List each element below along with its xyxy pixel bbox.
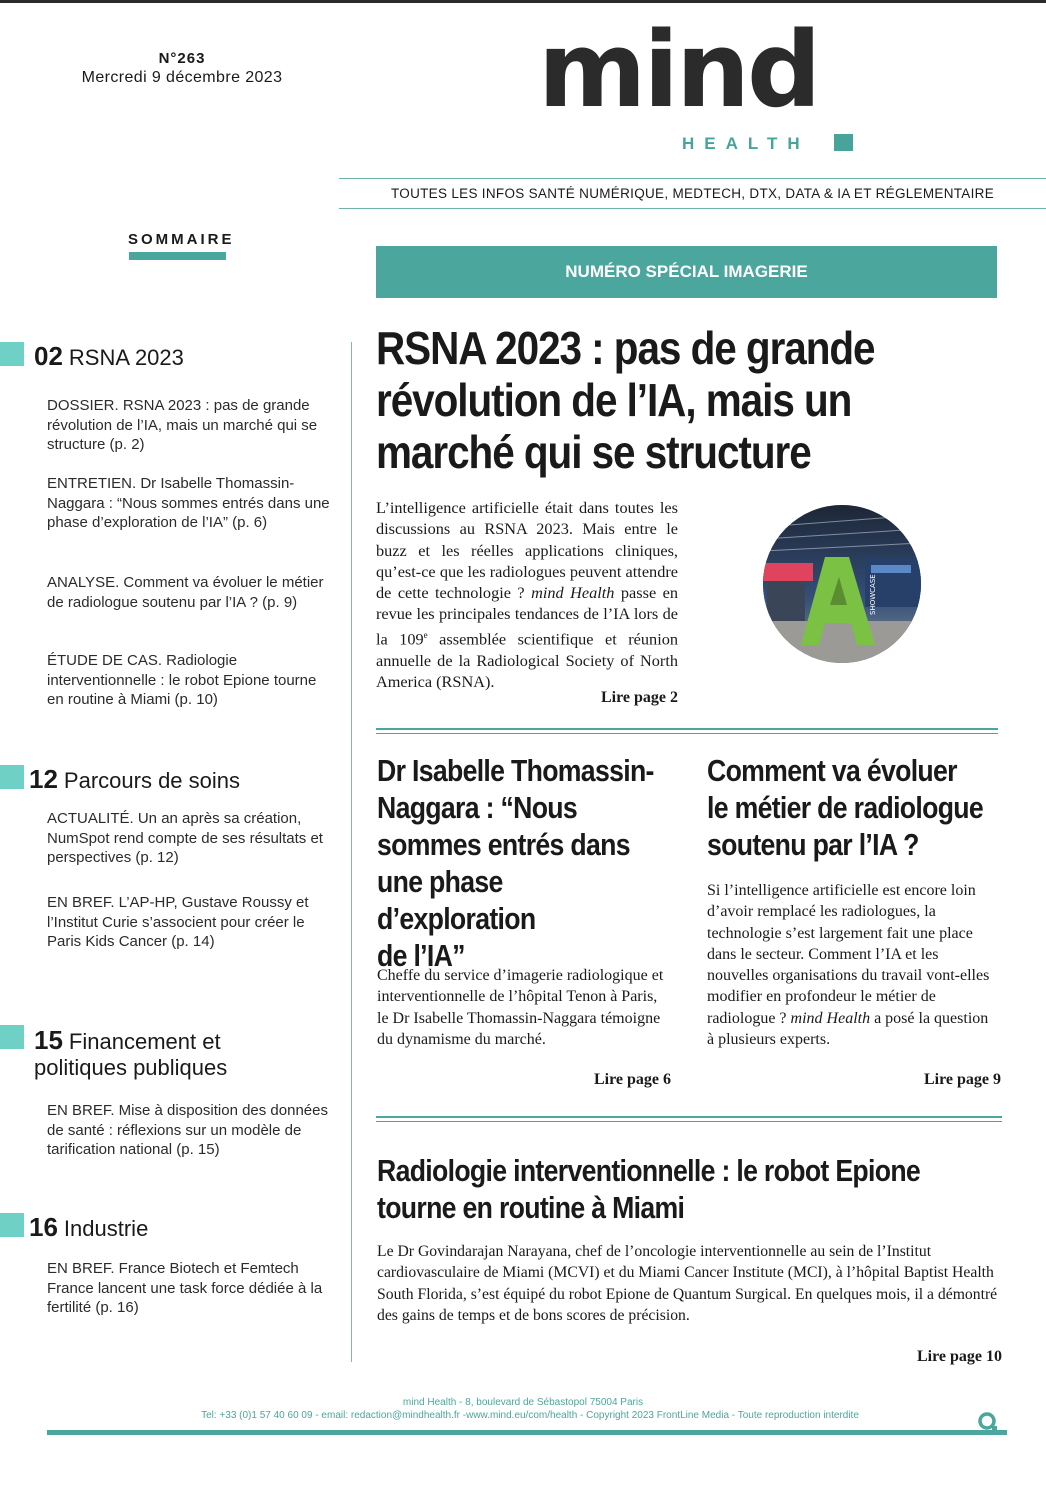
logo-square-icon [834, 134, 853, 151]
section-heading-industrie [29, 1214, 148, 1242]
logo-subtitle: HEALTH [682, 134, 810, 153]
case-study-title-line: tourne en routine à Miami [377, 1190, 685, 1225]
section-number: 15 [34, 1025, 63, 1055]
section-marker-icon [0, 1025, 24, 1049]
lead-title-line: révolution de l’IA, mais un [376, 374, 852, 426]
column-divider [351, 342, 352, 1362]
summary-item[interactable]: EN BREF. L’AP-HP, Gustave Roussy et l’Institut Curie s’associent pour créer le Paris Kids Cancer (p. 14) [47, 894, 309, 950]
interview-title-line: Naggara : “Nous [377, 790, 578, 825]
section-heading-parcours [29, 766, 240, 794]
interview-title-line: sommes entrés dans [377, 827, 630, 862]
section-marker-icon [0, 1213, 24, 1237]
summary-underline [129, 252, 226, 260]
lead-article-body [376, 497, 678, 692]
section-marker-icon [0, 765, 24, 789]
read-more-link[interactable]: Lire page 9 [923, 1071, 1001, 1088]
section-title-line2: politiques publiques [34, 1055, 228, 1080]
section-marker-icon [0, 342, 24, 366]
tagline-rule-bottom [339, 208, 1046, 209]
lead-body-text: assemblée scientifique et réunion annuelle de la Radiological Society of North America (RSNA). [376, 629, 678, 691]
summary-item[interactable]: EN BREF. France Biotech et Femtech France lancent une task force dédiée à la fertilité (p. 16) [47, 1260, 323, 1316]
summary-title: SOMMAIRE [128, 231, 235, 248]
interview-title-line: une phase d’exploration [377, 864, 536, 936]
summary-item[interactable]: ENTRETIEN. Dr Isabelle Thomassin-Naggara : “Nous sommes entrés dans une phase d’exploration de l’IA” (p. 6) [47, 475, 330, 531]
read-more-link[interactable]: Lire page 2 [600, 689, 678, 706]
footer-bar [47, 1430, 1007, 1435]
case-study-title-line: Radiologie interventionnelle : le robot Epione [377, 1153, 921, 1188]
tagline-rule-top [339, 178, 1046, 179]
summary-item[interactable]: ÉTUDE DE CAS. Radiologie interventionnelle : le robot Epione tourne en routine à Miami (p. 10) [47, 652, 317, 708]
photo-caption: SHOWCASE [869, 574, 877, 615]
footer-logo-icon [978, 1412, 998, 1432]
section-heading-rsna [34, 343, 184, 371]
section-rule [376, 1121, 1002, 1122]
lead-body-text: L’intelligence artificielle était dans toutes les discussions au RSNA 2023. Mais entre le buzz et les réelles applications cliniques, qu’est-ce que les radiologues peuvent attendre de cette technologie ? [376, 498, 678, 603]
tagline: TOUTES LES INFOS SANTÉ NUMÉRIQUE, MEDTECH, DTX, DATA & IA ET RÉGLEMENTAIRE [390, 186, 995, 201]
section-rule [376, 733, 998, 734]
summary-item[interactable]: DOSSIER. RSNA 2023 : pas de grande révolution de l’IA, mais un marché qui se structure (p. 2) [47, 397, 318, 453]
section-title: Industrie [63, 1216, 149, 1241]
analysis-title-line: soutenu par l’IA ? [707, 827, 919, 862]
analysis-body-text: Si l’intelligence artificielle est encore loin d’avoir remplacé les radiologues, la technologie s’est largement fait une place dans le secteur. Comment l’IA et les nouvelles organisations du travail vont-elles modifier en profondeur le métier de radiologue ? [707, 882, 990, 1027]
lead-article-title[interactable] [376, 322, 992, 478]
lead-title-line: marché qui se structure [376, 426, 811, 478]
special-issue-banner: NUMÉRO SPÉCIAL IMAGERIE [376, 246, 997, 298]
analysis-title-line: Comment va évoluer [707, 753, 957, 788]
summary-item[interactable]: EN BREF. Mise à disposition des données de santé : réflexions sur un modèle de tarification national (p. 15) [47, 1102, 328, 1158]
lead-title-line: RSNA 2023 : pas de grande [376, 322, 875, 374]
analysis-body-text: a posé la question à plusieurs experts. [707, 1009, 989, 1049]
section-rule [376, 1116, 1002, 1118]
lead-body-text: passe en revue les principales tendances de l’IA lors de la 109 [376, 583, 678, 649]
ordinal-suffix: e [423, 629, 428, 640]
section-heading-financement [34, 1027, 227, 1081]
lead-article-photo [763, 505, 921, 663]
case-study-title[interactable] [377, 1152, 979, 1226]
brand-name: mind Health [790, 1009, 871, 1027]
analysis-title-line: le métier de radiologue [707, 790, 984, 825]
interview-title[interactable] [377, 752, 661, 974]
section-title-line1: Financement et [68, 1029, 221, 1054]
footer-address: mind Health - 8, boulevard de Sébastopol 75004 Paris [402, 1397, 644, 1408]
section-title: Parcours de soins [63, 768, 241, 793]
issue-date: Mercredi 9 décembre 2023 [81, 69, 283, 86]
section-number: 16 [29, 1212, 58, 1242]
summary-item[interactable]: ACTUALITÉ. Un an après sa création, NumSpot rend compte de ses résultats et perspectives (p. 12) [47, 810, 323, 866]
case-study-body: Le Dr Govindarajan Narayana, chef de l’oncologie interventionnelle au sein de l’Institut cardiovasculaire de Miami (MCVI) et du Miami Cancer Institute (MCI), à l’hôpital Baptist Health South Florida, s’est équipé du robot Epione de Quantum Surgical. En quelques mois, il a démontré des gains de temps et de bons scores de précision. [377, 1243, 998, 1324]
section-title: RSNA 2023 [68, 345, 184, 370]
read-more-link[interactable]: Lire page 10 [916, 1348, 1002, 1365]
section-number: 02 [34, 341, 63, 371]
interview-title-line: de l’IA” [377, 938, 465, 973]
showcase-photo-illustration [763, 505, 921, 663]
analysis-body [707, 880, 991, 1050]
issue-number: N°263 [158, 50, 206, 67]
section-rule [376, 728, 998, 730]
top-rule [0, 0, 1046, 3]
interview-title-line: Dr Isabelle Thomassin- [377, 753, 654, 788]
logo-wordmark: mind [538, 9, 819, 131]
interview-body: Cheffe du service d’imagerie radiologique et interventionnelle de l’hôpital Tenon à Paris, le Dr Isabelle Thomassin-Naggara témoigne du dynamisme du marché. [377, 967, 664, 1048]
section-number: 12 [29, 764, 58, 794]
summary-item[interactable]: ANALYSE. Comment va évoluer le métier de radiologue soutenu par l’IA ? (p. 9) [47, 574, 324, 611]
brand-name: mind Health [531, 583, 615, 603]
read-more-link[interactable]: Lire page 6 [593, 1071, 671, 1088]
footer-contact: Tel: +33 (0)1 57 40 60 09 - email: redaction@mindhealth.fr -www.mind.eu/com/health - Copyright 2023 FrontLine Media - Toute reproduction interdite [201, 1410, 859, 1421]
analysis-title[interactable] [707, 752, 991, 863]
